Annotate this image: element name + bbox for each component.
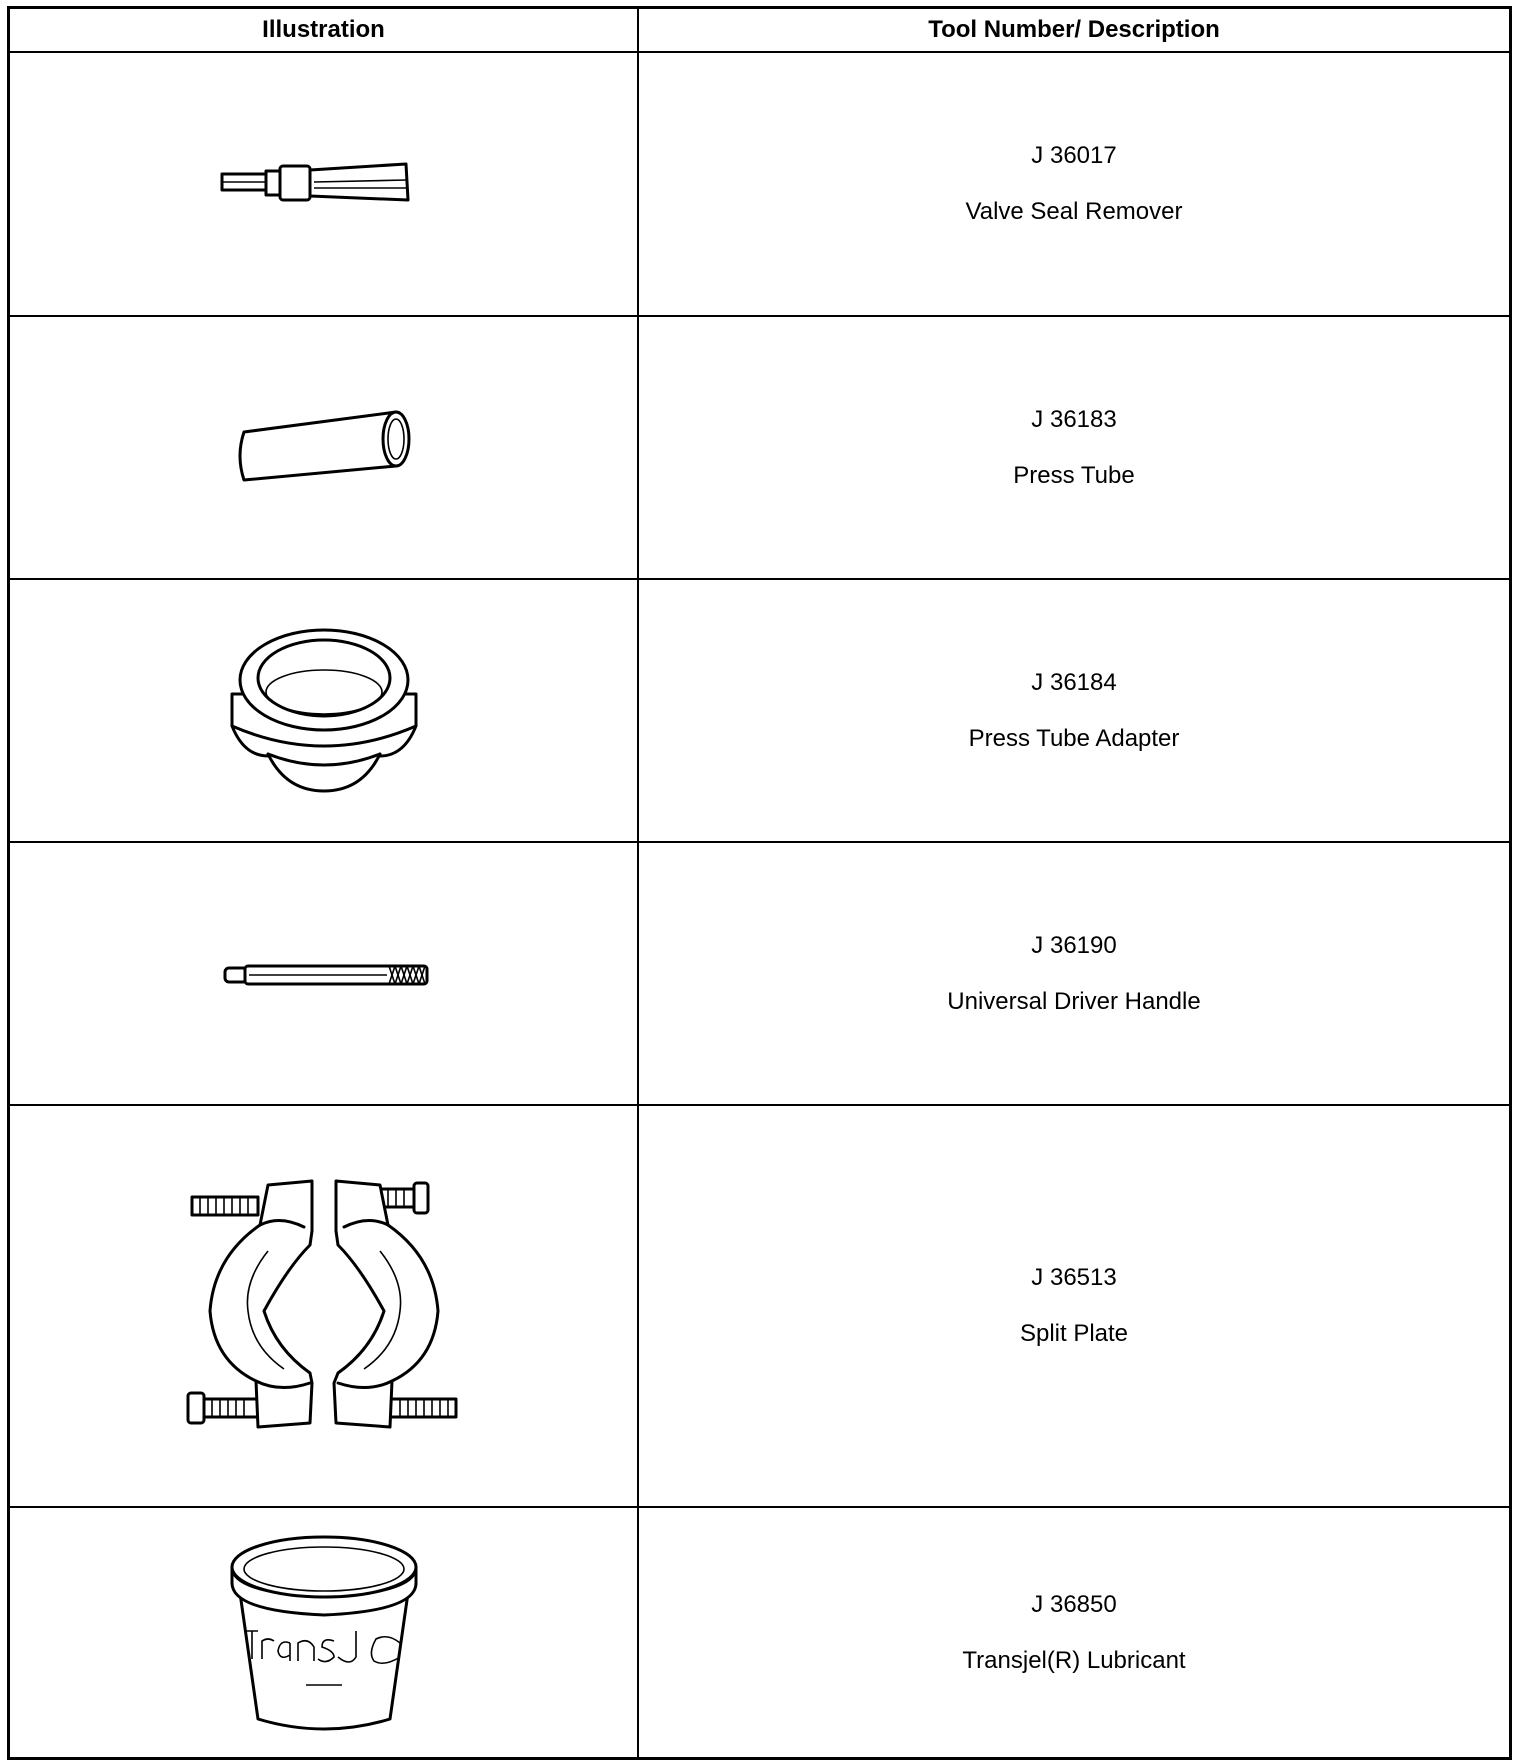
- tool-description-cell: [639, 317, 1509, 578]
- tool-description: Transjel(R) Lubricant: [962, 1646, 1186, 1674]
- tool-description: Press Tube Adapter: [968, 724, 1180, 752]
- illustration-cell: [10, 843, 637, 1104]
- tool-description-cell: [639, 1508, 1509, 1757]
- transjel-lubricant-icon: [224, 1533, 424, 1733]
- tool-number: J 36183: [1031, 405, 1117, 433]
- tool-description-cell: [639, 843, 1509, 1104]
- table-row: [10, 317, 1509, 578]
- tool-number: J 36184: [1031, 668, 1117, 696]
- tool-number: J 36850: [1031, 1590, 1117, 1618]
- illustration-cell: [10, 53, 637, 315]
- tool-description: Universal Driver Handle: [947, 987, 1201, 1015]
- illustration-cell: [10, 580, 637, 841]
- tool-description-cell: [639, 580, 1509, 841]
- press-tube-icon: [224, 398, 424, 498]
- tool-number: J 36513: [1031, 1264, 1117, 1291]
- table-row: [10, 1508, 1509, 1757]
- tool-description-cell: [639, 1106, 1509, 1506]
- tool-number: J 36017: [1031, 142, 1117, 169]
- header-tool-number-description: Tool Number/ Description: [928, 16, 1220, 43]
- valve-seal-remover-icon: [214, 154, 434, 214]
- table-row: [10, 843, 1509, 1104]
- header-illustration: Illustration: [262, 16, 385, 43]
- table-row: [10, 1106, 1509, 1506]
- split-plate-icon: [184, 1171, 464, 1441]
- tool-description: Valve Seal Remover: [965, 198, 1183, 225]
- universal-driver-handle-icon: [219, 954, 429, 994]
- tool-description: Press Tube: [1013, 461, 1135, 489]
- illustration-cell: [10, 1508, 637, 1757]
- press-tube-adapter-icon: [224, 626, 424, 796]
- table-row: [10, 53, 1509, 315]
- tool-number: J 36190: [1031, 931, 1117, 959]
- tool-description-cell: [639, 53, 1509, 315]
- tool-description: Split Plate: [1019, 1320, 1129, 1347]
- illustration-cell: [10, 317, 637, 578]
- tool-table: [7, 6, 1512, 1760]
- illustration-cell: [10, 1106, 637, 1506]
- table-row: [10, 580, 1509, 841]
